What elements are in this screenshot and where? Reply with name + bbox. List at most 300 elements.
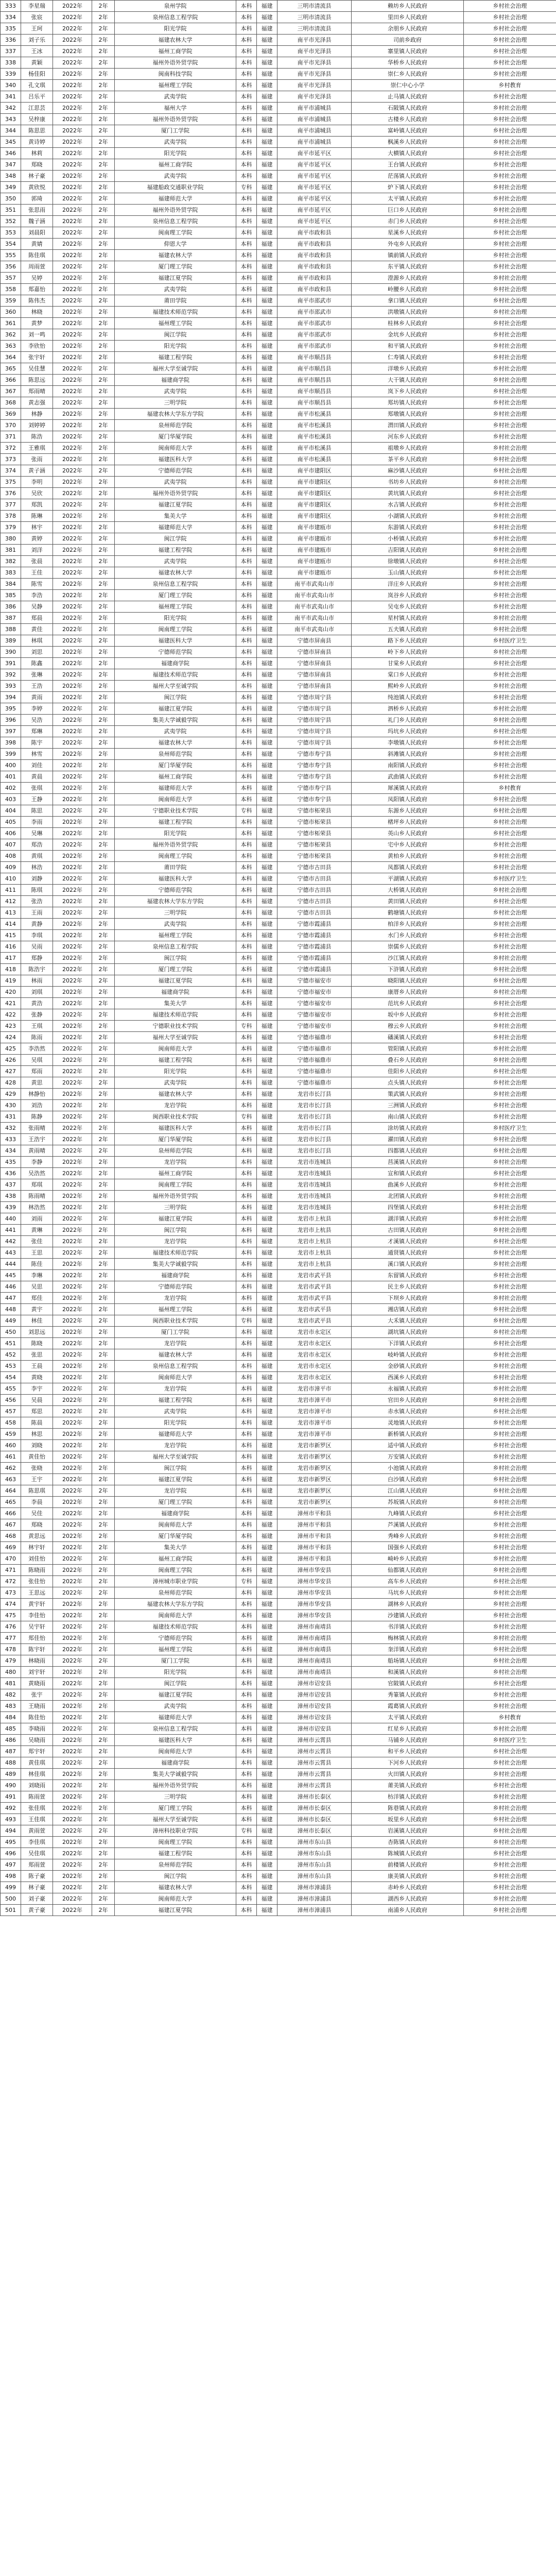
degree: 本科 [236,1610,257,1621]
service-unit: 溪口镇人民政府 [352,1259,464,1270]
table-row [1,975,556,987]
volunteer-name: 黄思 [21,1077,53,1089]
post-category: 乡村社会治理 [464,148,556,159]
volunteer-name: 张佳 [21,1236,53,1247]
post-category: 乡村社会治理 [464,1100,556,1111]
graduate-school: 泉州信息工程学院 [115,12,236,23]
table-row [1,1417,556,1429]
table-row [1,1712,556,1723]
service-county: 漳州市漳浦县 [277,1893,352,1905]
row-index: 412 [1,896,21,907]
service-county: 宁德市寿宁县 [277,771,352,783]
service-county: 南平市延平区 [277,171,352,182]
province: 福建 [257,182,277,193]
post-category: 乡村社会治理 [464,1893,556,1905]
degree: 本科 [236,737,257,749]
service-unit: 枫溪乡人民政府 [352,137,464,148]
volunteer-name: 黄婧 [21,239,53,250]
degree: 本科 [236,227,257,239]
year: 2022年 [53,1123,92,1134]
table-row [1,1259,556,1270]
volunteer-name: 吴佳琪 [21,1848,53,1859]
batch: 2年 [92,205,115,216]
batch: 2年 [92,1157,115,1168]
batch: 2年 [92,839,115,851]
province: 福建 [257,726,277,737]
province: 福建 [257,1633,277,1644]
table-row [1,375,556,386]
province: 福建 [257,1576,277,1587]
year: 2022年 [53,760,92,771]
post-category: 乡村医疗卫生 [464,1123,556,1134]
volunteer-name: 杨佳阳 [21,69,53,80]
year: 2022年 [53,1474,92,1485]
graduate-school: 福建商学院 [115,375,236,386]
volunteer-name: 黄雨萱 [21,1825,53,1837]
volunteer-name: 黄晓 [21,1372,53,1383]
service-county: 漳州市长泰区 [277,1791,352,1803]
year: 2022年 [53,499,92,511]
batch: 2年 [92,1417,115,1429]
year: 2022年 [53,1225,92,1236]
service-unit: 鹤塘镇人民政府 [352,907,464,919]
service-unit: 下坝乡人民政府 [352,1293,464,1304]
province: 福建 [257,1485,277,1497]
post-category: 乡村社会治理 [464,579,556,590]
row-index: 365 [1,363,21,375]
post-category: 乡村社会治理 [464,1134,556,1145]
degree: 本科 [236,1871,257,1882]
service-unit: 大干镇人民政府 [352,375,464,386]
volunteer-name: 林静怡 [21,1089,53,1100]
service-unit: 晓阳镇人民政府 [352,975,464,987]
table-row [1,273,556,284]
degree: 本科 [236,1247,257,1259]
service-unit: 火田镇人民政府 [352,1769,464,1780]
service-county: 龙岩市武平县 [277,1304,352,1315]
volunteer-name: 郑静 [21,953,53,964]
volunteer-name: 陈琪 [21,885,53,896]
volunteer-name: 王思 [21,1247,53,1259]
year: 2022年 [53,1599,92,1610]
degree: 本科 [236,1406,257,1417]
year: 2022年 [53,1531,92,1542]
province: 福建 [257,137,277,148]
degree: 本科 [236,1293,257,1304]
table-row [1,771,556,783]
service-unit: 炉下镇人民政府 [352,182,464,193]
province: 福建 [257,1032,277,1043]
post-category: 乡村社会治理 [464,1293,556,1304]
degree: 本科 [236,1157,257,1168]
volunteer-name: 郭琦 [21,193,53,205]
graduate-school: 武夷学院 [115,919,236,930]
batch: 2年 [92,1168,115,1179]
post-category: 乡村社会治理 [464,1,556,12]
post-category: 乡村社会治理 [464,57,556,69]
batch: 2年 [92,1701,115,1712]
graduate-school: 阳光学院 [115,1667,236,1678]
table-row [1,250,556,261]
degree: 本科 [236,715,257,726]
table-row [1,239,556,250]
batch: 2年 [92,488,115,499]
service-unit: 犀溪镇人民政府 [352,783,464,794]
year: 2022年 [53,1191,92,1202]
degree: 本科 [236,1440,257,1451]
row-index: 350 [1,193,21,205]
degree: 本科 [236,998,257,1009]
row-index: 340 [1,80,21,91]
table-row [1,1338,556,1349]
post-category: 乡村社会治理 [464,465,556,477]
table-row [1,839,556,851]
service-county: 龙岩市新罗区 [277,1463,352,1474]
table-row [1,1372,556,1383]
service-county: 漳州市东山县 [277,1837,352,1848]
batch: 2年 [92,1553,115,1565]
year: 2022年 [53,1689,92,1701]
row-index: 435 [1,1157,21,1168]
table-row [1,601,556,613]
volunteer-name: 张佳琪 [21,1803,53,1814]
province: 福建 [257,1157,277,1168]
volunteer-name: 黄晨 [21,771,53,783]
service-unit: 民主乡人民政府 [352,1281,464,1293]
province: 福建 [257,556,277,567]
service-county: 宁德市福鼎市 [277,1055,352,1066]
year: 2022年 [53,885,92,896]
row-index: 479 [1,1655,21,1667]
graduate-school: 阳光学院 [115,341,236,352]
batch: 2年 [92,1678,115,1689]
graduate-school: 福州外语外贸学院 [115,1191,236,1202]
post-category: 乡村社会治理 [464,227,556,239]
degree: 本科 [236,363,257,375]
province: 福建 [257,987,277,998]
degree: 本科 [236,1633,257,1644]
year: 2022年 [53,1372,92,1383]
row-index: 424 [1,1032,21,1043]
row-index: 484 [1,1712,21,1723]
service-county: 龙岩市漳平市 [277,1395,352,1406]
row-index: 436 [1,1168,21,1179]
service-county: 龙岩市连城县 [277,1191,352,1202]
post-category: 乡村社会治理 [464,103,556,114]
batch: 2年 [92,443,115,454]
row-index: 397 [1,726,21,737]
batch: 2年 [92,1531,115,1542]
year: 2022年 [53,590,92,601]
graduate-school: 闽江学院 [115,1871,236,1882]
batch: 2年 [92,216,115,227]
service-unit: 赤水镇人民政府 [352,1406,464,1417]
table-row [1,307,556,318]
post-category: 乡村社会治理 [464,1111,556,1123]
service-county: 漳州市诏安县 [277,1723,352,1735]
year: 2022年 [53,930,92,941]
service-county: 龙岩市上杭县 [277,1236,352,1247]
province: 福建 [257,409,277,420]
volunteer-name: 黄宇 [21,1304,53,1315]
graduate-school: 武夷学院 [115,91,236,103]
row-index: 396 [1,715,21,726]
province: 福建 [257,1406,277,1417]
degree: 本科 [236,1882,257,1893]
table-row [1,817,556,828]
degree: 本科 [236,1304,257,1315]
table-row [1,885,556,896]
table-row [1,590,556,601]
table-row [1,137,556,148]
province: 福建 [257,80,277,91]
post-category: 乡村社会治理 [464,590,556,601]
province: 福建 [257,23,277,35]
volunteer-name: 林思 [21,1429,53,1440]
year: 2022年 [53,1,92,12]
service-county: 南平市政和县 [277,250,352,261]
row-index: 389 [1,635,21,647]
province: 福建 [257,1225,277,1236]
post-category: 乡村社会治理 [464,1338,556,1349]
province: 福建 [257,1723,277,1735]
service-county: 龙岩市连城县 [277,1168,352,1179]
post-category: 乡村社会治理 [464,658,556,669]
graduate-school: 漳州城市职业学院 [115,1576,236,1587]
service-unit: 莒溪镇人民政府 [352,1157,464,1168]
service-unit: 东游镇人民政府 [352,522,464,533]
degree: 本科 [236,397,257,409]
post-category: 乡村社会治理 [464,805,556,817]
table-row [1,1769,556,1780]
graduate-school: 福建农林大学 [115,1089,236,1100]
province: 福建 [257,1145,277,1157]
post-category: 乡村社会治理 [464,1361,556,1372]
service-unit: 康美镇人民政府 [352,1871,464,1882]
batch: 2年 [92,114,115,125]
row-index: 481 [1,1678,21,1689]
batch: 2年 [92,1519,115,1531]
row-index: 364 [1,352,21,363]
province: 福建 [257,1315,277,1327]
year: 2022年 [53,715,92,726]
province: 福建 [257,216,277,227]
batch: 2年 [92,261,115,273]
service-unit: 穆云乡人民政府 [352,1021,464,1032]
degree: 本科 [236,1678,257,1689]
batch: 2年 [92,1451,115,1463]
service-unit: 岭下乡人民政府 [352,647,464,658]
service-unit: 楮坪乡人民政府 [352,817,464,828]
volunteer-name: 吴宇轩 [21,1621,53,1633]
graduate-school: 福建师范大学 [115,1712,236,1723]
volunteer-name: 王琪 [21,1021,53,1032]
service-county: 漳州市东山县 [277,1848,352,1859]
table-row [1,341,556,352]
province: 福建 [257,1089,277,1100]
degree: 本科 [236,545,257,556]
province: 福建 [257,590,277,601]
row-index: 448 [1,1304,21,1315]
post-category: 乡村社会治理 [464,522,556,533]
degree: 本科 [236,1191,257,1202]
batch: 2年 [92,1474,115,1485]
volunteer-name: 郑琳 [21,726,53,737]
graduate-school: 宁德师范学院 [115,647,236,658]
table-row [1,1066,556,1077]
table-row [1,1621,556,1633]
row-index: 381 [1,545,21,556]
service-unit: 洋庄乡人民政府 [352,579,464,590]
volunteer-name: 郑佳怡 [21,1633,53,1644]
volunteer-name: 郑嘉怡 [21,284,53,295]
province: 福建 [257,375,277,386]
degree: 本科 [236,1123,257,1134]
row-index: 450 [1,1327,21,1338]
service-county: 南平市光泽县 [277,80,352,91]
degree: 专科 [236,1825,257,1837]
batch: 2年 [92,159,115,171]
volunteer-name: 陈佳怡 [21,1712,53,1723]
degree: 本科 [236,817,257,828]
province: 福建 [257,1043,277,1055]
row-index: 437 [1,1179,21,1191]
service-unit: 北团镇人民政府 [352,1191,464,1202]
row-index: 452 [1,1349,21,1361]
degree: 本科 [236,1542,257,1553]
year: 2022年 [53,624,92,635]
table-row [1,1440,556,1451]
degree: 本科 [236,1134,257,1145]
province: 福建 [257,1395,277,1406]
degree: 本科 [236,919,257,930]
province: 福建 [257,522,277,533]
province: 福建 [257,1134,277,1145]
province: 福建 [257,1429,277,1440]
province: 福建 [257,1259,277,1270]
graduate-school: 龙岩学院 [115,1383,236,1395]
province: 福建 [257,1701,277,1712]
year: 2022年 [53,1780,92,1791]
service-unit: 崇儒乡人民政府 [352,941,464,953]
table-row [1,1021,556,1032]
batch: 2年 [92,1803,115,1814]
table-row [1,318,556,329]
degree: 本科 [236,828,257,839]
volunteer-name: 刘思 [21,647,53,658]
post-category: 乡村社会治理 [464,647,556,658]
graduate-school: 阳光学院 [115,1417,236,1429]
year: 2022年 [53,522,92,533]
service-county: 南平市武夷山市 [277,613,352,624]
service-unit: 吴屯乡人民政府 [352,601,464,613]
year: 2022年 [53,1213,92,1225]
year: 2022年 [53,363,92,375]
year: 2022年 [53,1259,92,1270]
row-index: 362 [1,329,21,341]
row-index: 427 [1,1066,21,1077]
batch: 2年 [92,1746,115,1757]
row-index: 400 [1,760,21,771]
batch: 2年 [92,148,115,159]
table-row [1,80,556,91]
post-category: 乡村社会治理 [464,669,556,681]
service-county: 漳州市诏安县 [277,1701,352,1712]
service-county: 龙岩市长汀县 [277,1123,352,1134]
year: 2022年 [53,1848,92,1859]
year: 2022年 [53,1587,92,1599]
batch: 2年 [92,1769,115,1780]
table-row [1,91,556,103]
service-county: 龙岩市漳平市 [277,1429,352,1440]
volunteer-name: 黄浩 [21,998,53,1009]
post-category: 乡村社会治理 [464,1746,556,1757]
volunteer-name: 刘雨 [21,1213,53,1225]
row-index: 500 [1,1893,21,1905]
volunteer-name: 刘佳怡 [21,1553,53,1565]
batch: 2年 [92,341,115,352]
graduate-school: 福州理工学院 [115,1304,236,1315]
service-unit: 船场镇人民政府 [352,1655,464,1667]
degree: 本科 [236,1429,257,1440]
volunteer-name: 黄佳琪 [21,1757,53,1769]
table-row [1,69,556,80]
service-county: 宁德市福安市 [277,987,352,998]
year: 2022年 [53,465,92,477]
post-category: 乡村社会治理 [464,1791,556,1803]
degree: 本科 [236,1417,257,1429]
year: 2022年 [53,1723,92,1735]
row-index: 443 [1,1247,21,1259]
service-unit: 点头镇人民政府 [352,1077,464,1089]
degree: 本科 [236,318,257,329]
volunteer-name: 郑晨 [21,613,53,624]
degree: 本科 [236,1463,257,1474]
table-row [1,1089,556,1100]
row-index: 398 [1,737,21,749]
volunteer-name: 陈雨萱 [21,1791,53,1803]
batch: 2年 [92,1304,115,1315]
service-county: 宁德市福鼎市 [277,1066,352,1077]
degree: 本科 [236,1338,257,1349]
post-category: 乡村社会治理 [464,885,556,896]
service-unit: 三洲镇人民政府 [352,1100,464,1111]
post-category: 乡村社会治理 [464,1678,556,1689]
volunteer-name: 李浩 [21,590,53,601]
year: 2022年 [53,1270,92,1281]
degree: 本科 [236,930,257,941]
year: 2022年 [53,1361,92,1372]
post-category: 乡村社会治理 [464,1599,556,1610]
batch: 2年 [92,1077,115,1089]
degree: 本科 [236,1644,257,1655]
table-row [1,1315,556,1327]
service-county: 南平市建瓯市 [277,522,352,533]
service-county: 漳州市漳浦县 [277,1882,352,1893]
table-row [1,1587,556,1599]
province: 福建 [257,1791,277,1803]
volunteer-name: 黄佳怡 [21,1451,53,1463]
province: 福建 [257,1497,277,1508]
row-index: 414 [1,919,21,930]
degree: 本科 [236,1859,257,1871]
year: 2022年 [53,239,92,250]
province: 福建 [257,851,277,862]
batch: 2年 [92,1735,115,1746]
province: 福建 [257,1179,277,1191]
degree: 本科 [236,341,257,352]
service-unit: 秀篆镇人民政府 [352,1689,464,1701]
